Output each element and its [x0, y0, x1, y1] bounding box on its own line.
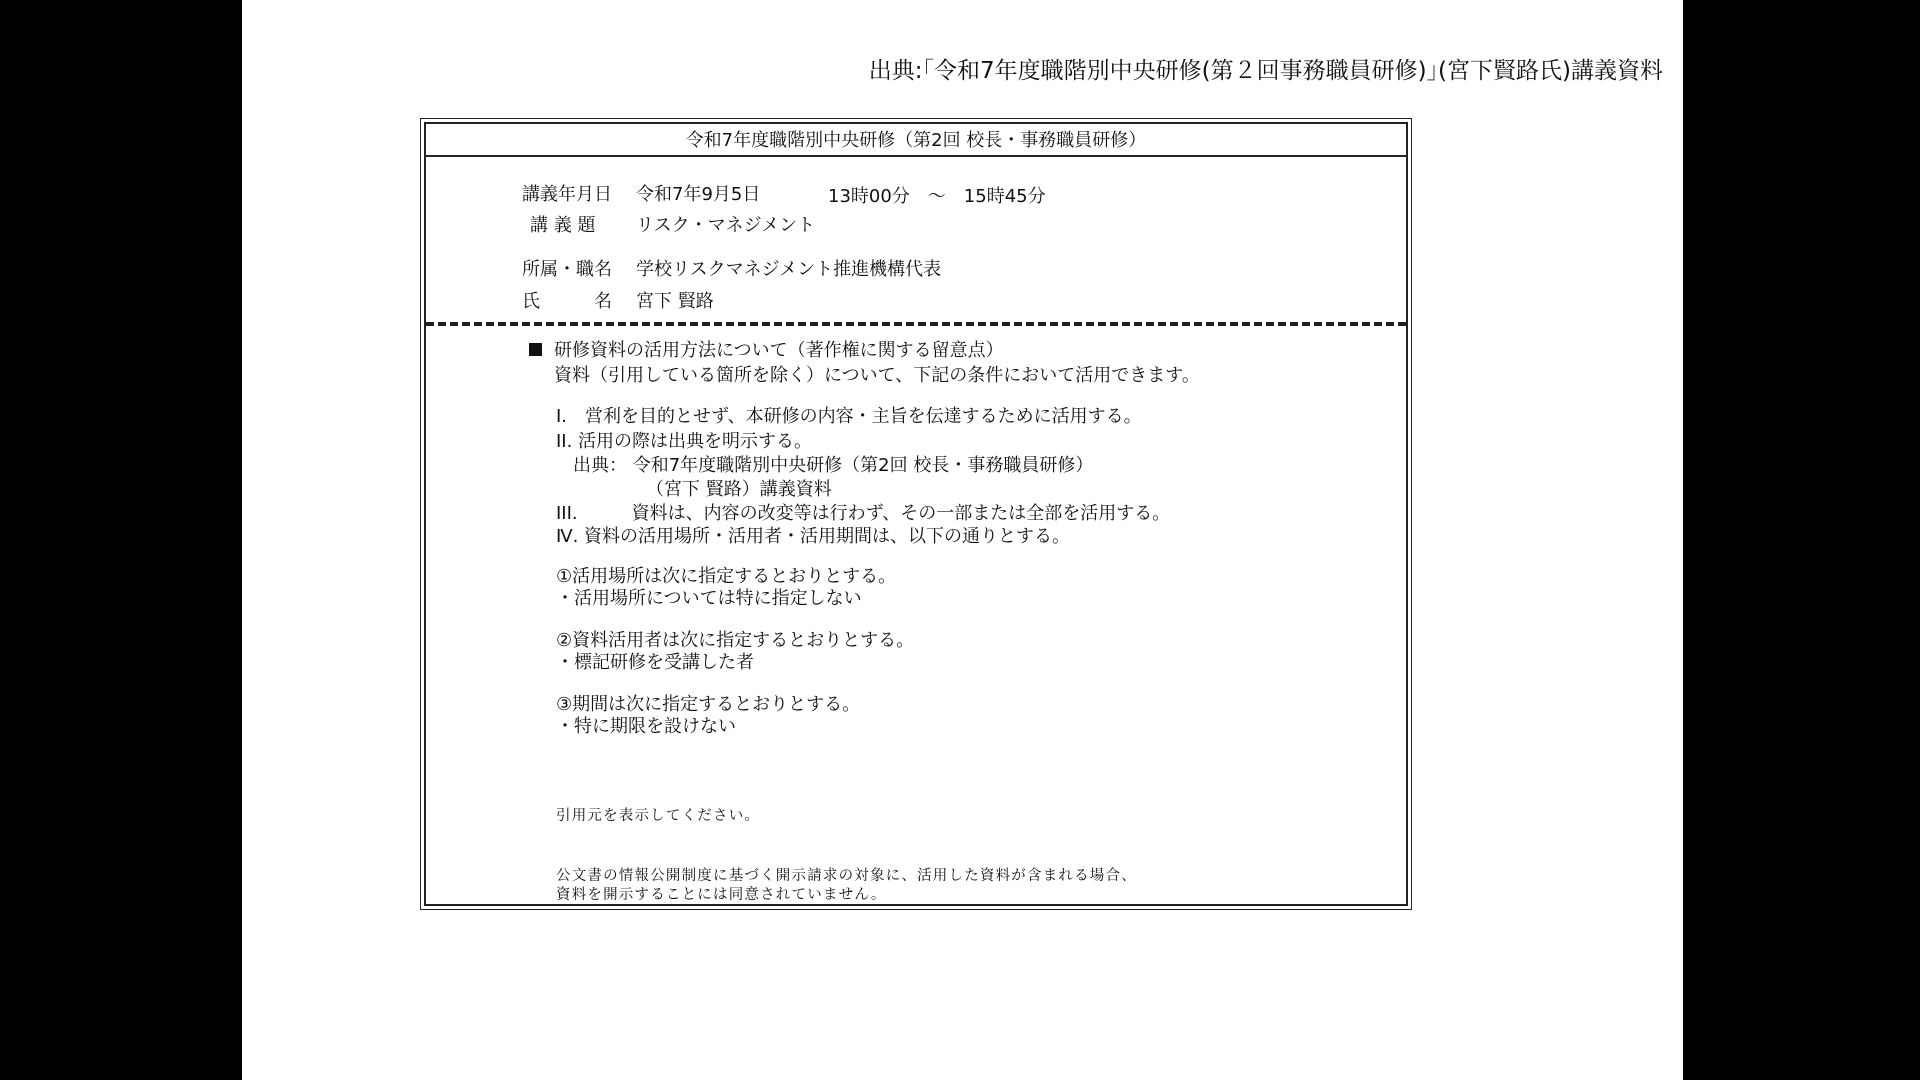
lecture-topic-row — [522, 211, 815, 237]
affiliation-value: 学校リスクマネジメント推進機構代表 — [636, 259, 942, 280]
lecture-topic-value: リスク・マネジメント — [636, 215, 816, 236]
document-frame — [420, 118, 1412, 910]
usage-intro: 資料（引用している箇所を除く）について、下記の条件において活用できます。 — [554, 365, 1200, 386]
lecture-time-range: 13時00分 ～ 15時45分 — [828, 186, 1046, 207]
square-bullet-icon — [529, 343, 542, 356]
lecturer-name-row — [522, 287, 714, 313]
dashed-divider — [426, 322, 1406, 326]
condition-item: 出典： 令和7年度職階別中央研修（第2回 校長・事務職員研修） — [573, 455, 1094, 476]
lecture-date-label: 講義年月日 — [522, 184, 612, 205]
lecture-date-value: 令和7年9月5日 — [636, 184, 761, 205]
condition-item: （宮下 賢路）講義資料 — [646, 479, 832, 500]
lecture-topic-label: 講 義 題 — [530, 215, 596, 236]
affiliation-row — [522, 255, 941, 281]
rule-detail: ・特に期限を設けない — [556, 716, 736, 737]
rule-title: ②資料活用者は次に指定するとおりとする。 — [556, 630, 915, 651]
rule-detail: ・標記研修を受講した者 — [556, 652, 754, 673]
rule-title: ①活用場所は次に指定するとおりとする。 — [556, 566, 897, 587]
usage-heading-text: 研修資料の活用方法について（著作権に関する留意点） — [554, 340, 1004, 361]
condition-item: II. 活用の際は出典を明示する。 — [556, 431, 813, 452]
disclosure-notice-line: 公文書の情報公開制度に基づく開示請求の対象に、活用した資料が含まれる場合、 — [556, 868, 1137, 884]
slide-page — [242, 0, 1683, 1080]
disclosure-notice-line: 資料を開示することには同意されていません。 — [556, 887, 887, 903]
condition-item: III. 資料は、内容の改変等は行わず、その一部または全部を活用する。 — [556, 503, 1171, 524]
condition-item: I. 営利を目的とせず、本研修の内容・主旨を伝達するために活用する。 — [556, 406, 1142, 427]
source-citation: 出典:｢令和7年度職階別中央研修(第２回事務職員研修)｣(宮下賢路氏)講義資料 — [868, 58, 1663, 84]
lecturer-name-label: 氏 名 — [522, 291, 612, 312]
usage-heading — [529, 336, 1004, 362]
document-inner-frame — [424, 122, 1408, 906]
document-title: 令和7年度職階別中央研修（第2回 校長・事務職員研修） — [426, 124, 1406, 157]
cite-notice: 引用元を表示してください。 — [556, 808, 761, 824]
condition-item: Ⅳ. 資料の活用場所・活用者・活用期間は、以下の通りとする。 — [556, 526, 1071, 547]
lecturer-name-value: 宮下 賢路 — [636, 291, 714, 312]
affiliation-label: 所属・職名 — [522, 259, 612, 280]
rule-title: ③期間は次に指定するとおりとする。 — [556, 694, 861, 715]
lecture-date-row — [522, 180, 760, 206]
rule-detail: ・活用場所については特に指定しない — [556, 588, 862, 609]
